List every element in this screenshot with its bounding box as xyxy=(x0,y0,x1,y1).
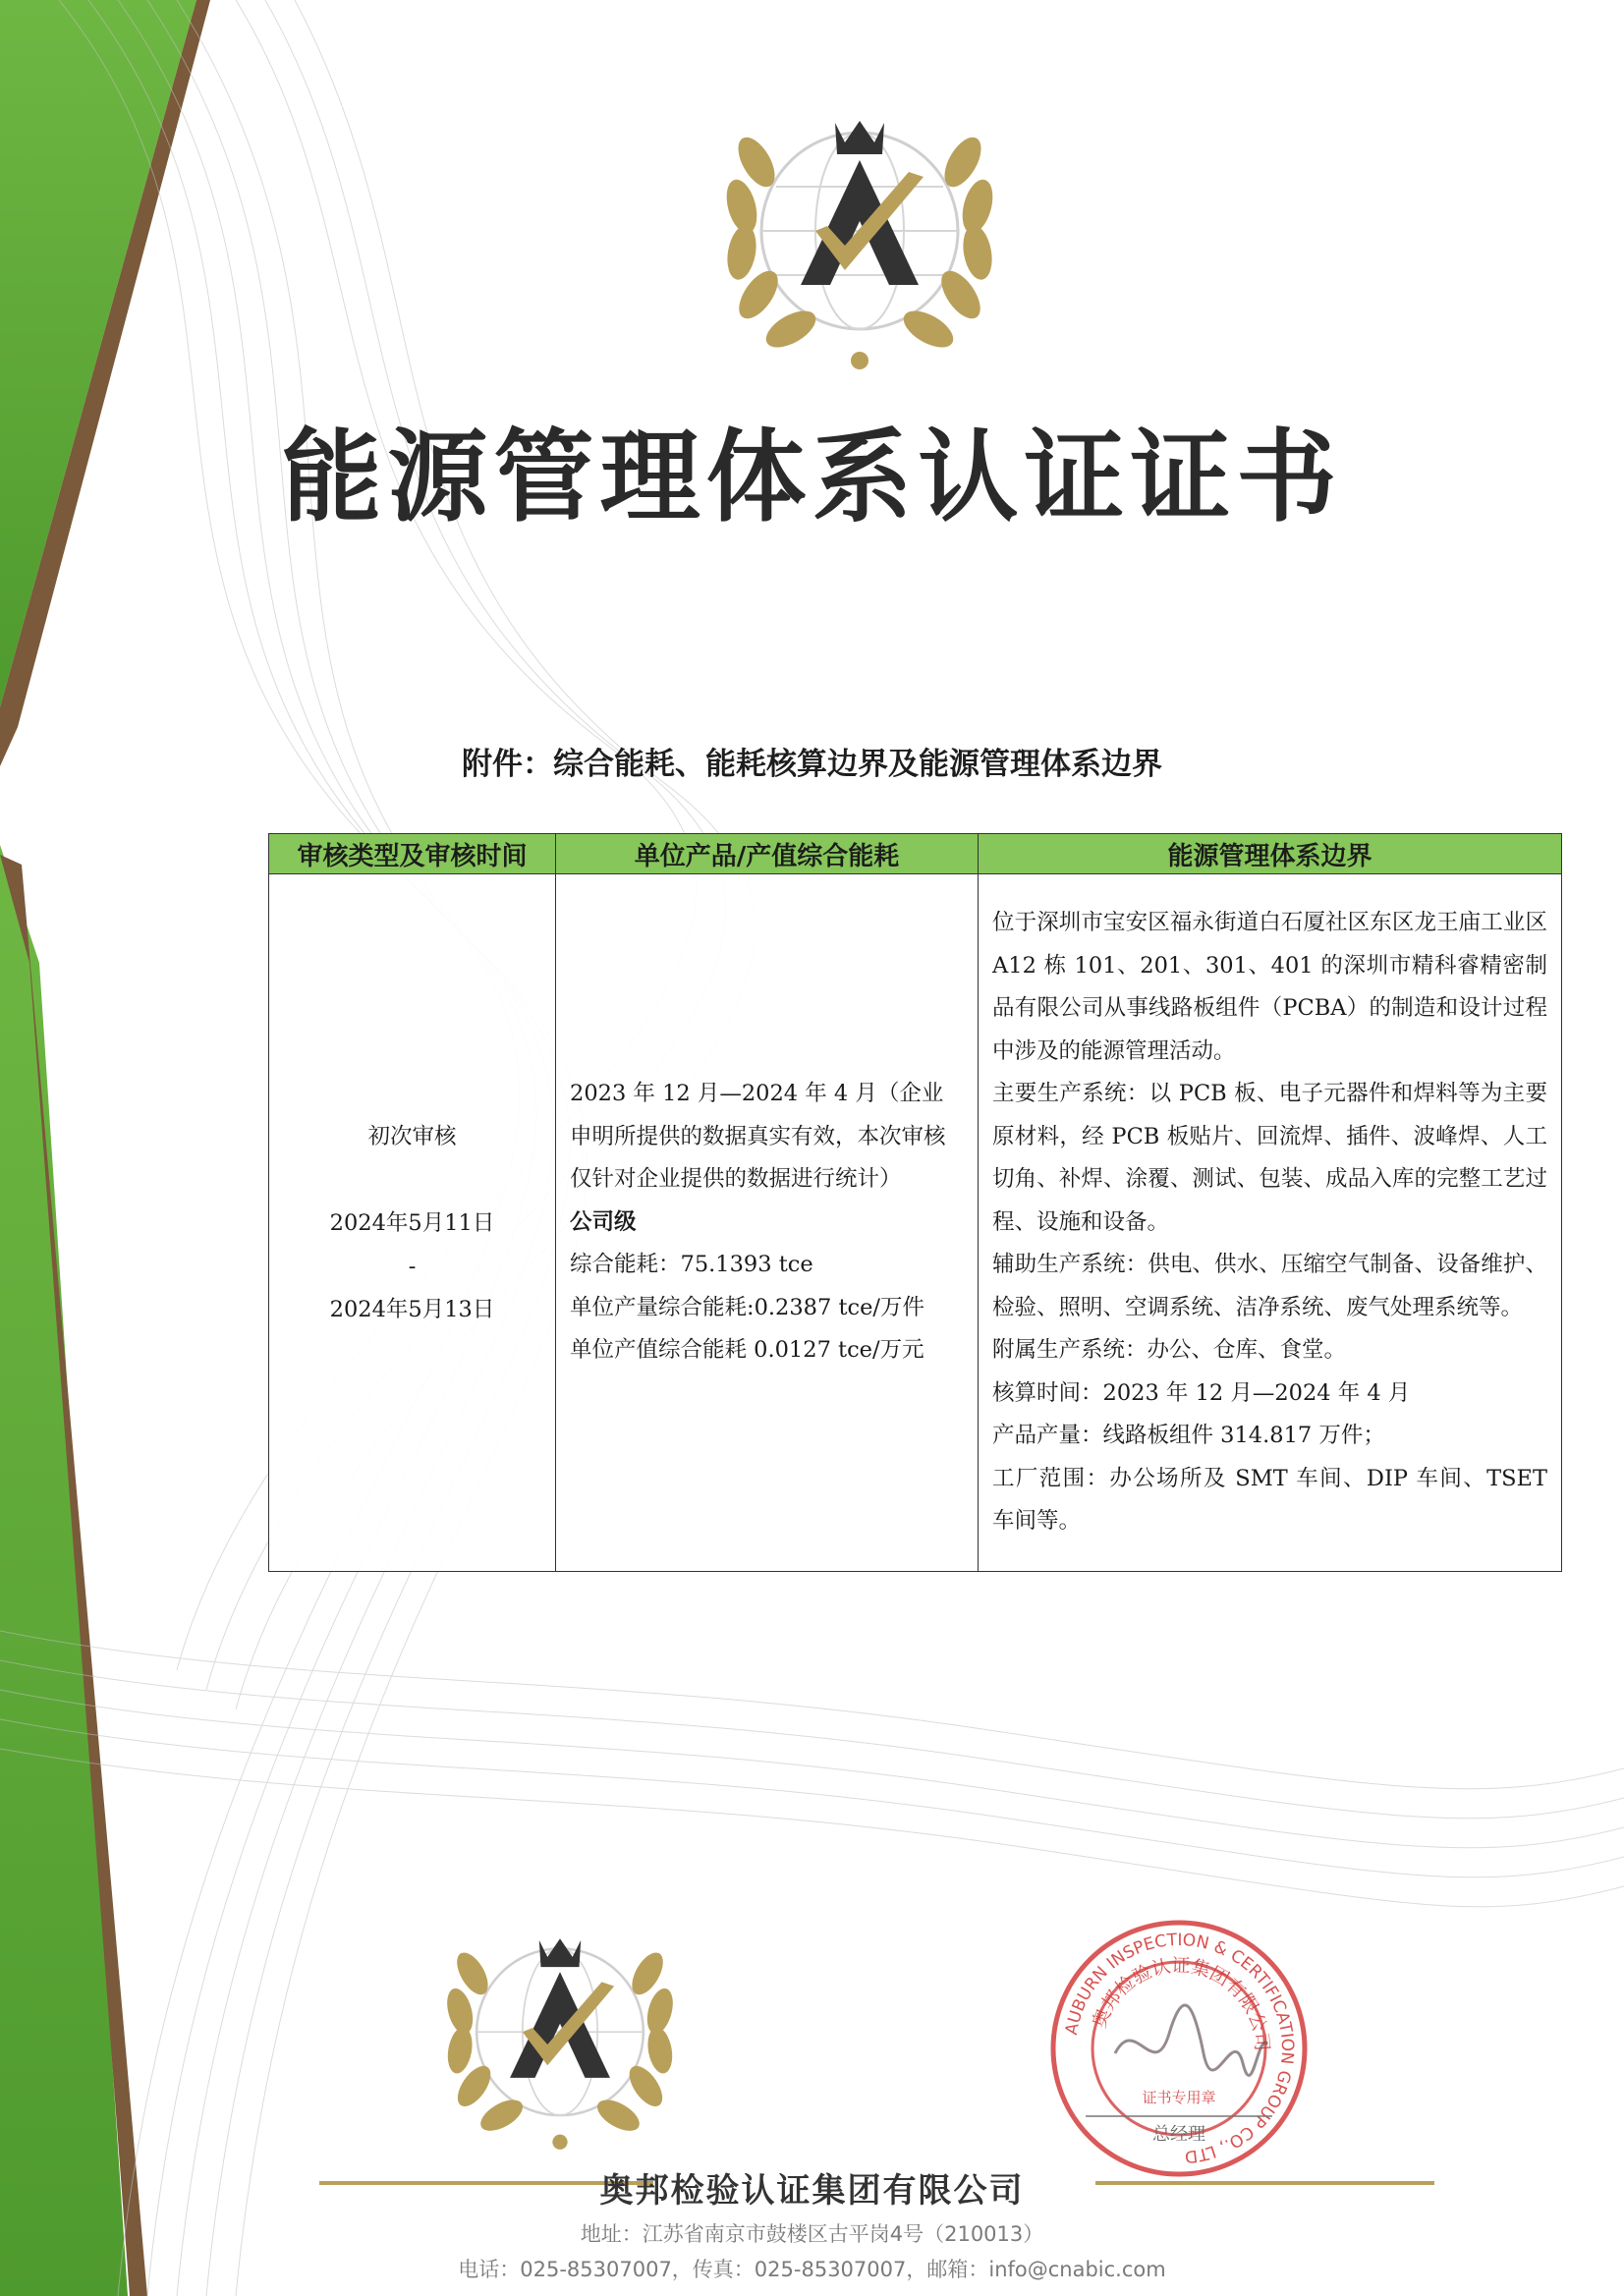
table-row xyxy=(269,874,1562,1572)
header-energy-consumption: 单位产品/产值综合能耗 xyxy=(556,834,979,874)
issuer-contact: 电话：025-85307007，传真：025-85307007，邮箱：info@cnabic.com xyxy=(458,2258,1166,2281)
audit-date-dash: - xyxy=(408,1253,417,1279)
boundary-plant-scope: 工厂范围：办公场所及 SMT 车间、DIP 车间、TSET 车间等。 xyxy=(992,1465,1547,1535)
boundary-cell xyxy=(979,874,1562,1572)
audit-type: 初次审核 xyxy=(367,1123,457,1149)
audit-cell xyxy=(269,874,556,1572)
company-logo-small-icon xyxy=(422,1906,698,2166)
signer-role: 总经理 xyxy=(1152,2124,1205,2145)
boundary-product-output: 产品产量：线路板组件 314.817 万件； xyxy=(992,1423,1385,1449)
energy-level: 公司级 xyxy=(570,1208,637,1235)
certificate-title: 能源管理体系认证证书 xyxy=(281,420,1343,536)
audit-end-date: 2024年5月13日 xyxy=(329,1296,495,1322)
energy-cell xyxy=(556,874,979,1572)
audit-start-date: 2024年5月11日 xyxy=(329,1209,495,1236)
company-logo-icon xyxy=(698,84,1022,388)
header-system-boundary: 能源管理体系边界 xyxy=(979,834,1562,874)
seal-ring-text: AUBURN INSPECTION & CERTIFICATION GROUP CO., LTD xyxy=(1061,1930,1298,2166)
boundary-location: 位于深圳市宝安区福永街道白石厦社区东区龙王庙工业区 A12 栋 101、201、301、401 的深圳市精科睿精密制品有限公司从事线路板组件（PCBA）的制造和设计过程中涉及的能源管理活动。 xyxy=(992,910,1547,1064)
table-header-row xyxy=(269,834,1562,874)
energy-total: 综合能耗：75.1393 tce xyxy=(570,1252,813,1278)
green-band-lower xyxy=(0,845,128,2296)
issuer-company-name: 奥邦检验认证集团有限公司 xyxy=(599,2171,1025,2211)
energy-per-value: 单位产值综合能耗 0.0127 tce/万元 xyxy=(570,1337,924,1364)
official-seal-icon xyxy=(1046,1916,1312,2181)
attachment-subtitle: 附件：综合能耗、能耗核算边界及能源管理体系边界 xyxy=(462,747,1162,782)
boundary-auxiliary-production: 辅助生产系统：供电、供水、压缩空气制备、设备维护、检验、照明、空调系统、洁净系统、废气处理系统等。 xyxy=(992,1252,1547,1320)
header-audit-type: 审核类型及审核时间 xyxy=(269,834,556,874)
energy-per-product: 单位产量综合能耗:0.2387 tce/万件 xyxy=(570,1294,925,1320)
energy-boundary-table xyxy=(268,833,1562,1572)
energy-period: 2023 年 12 月—2024 年 4 月（企业申明所提供的数据真实有效，本次审核仅针对企业提供的数据进行统计） xyxy=(570,1081,946,1193)
seal-inner-text: 奥邦检验认证集团有限公司 xyxy=(1089,1954,1273,2052)
boundary-ancillary-production: 附属生产系统：办公、仓库、食堂。 xyxy=(992,1337,1347,1364)
boundary-main-production: 主要生产系统：以 PCB 板、电子元器件和焊料等为主要原材料，经 PCB 板贴片、回流焊、插件、波峰焊、人工切角、补焊、涂覆、测试、包装、成品入库的完整工艺过程、设施和设备。 xyxy=(992,1081,1547,1235)
issuer-address: 地址：江苏省南京市鼓楼区古平岗4号（210013） xyxy=(580,2222,1044,2246)
boundary-accounting-period: 核算时间：2023 年 12 月—2024 年 4 月 xyxy=(992,1379,1411,1406)
seal-label: 证书专用章 xyxy=(1142,2089,1216,2106)
